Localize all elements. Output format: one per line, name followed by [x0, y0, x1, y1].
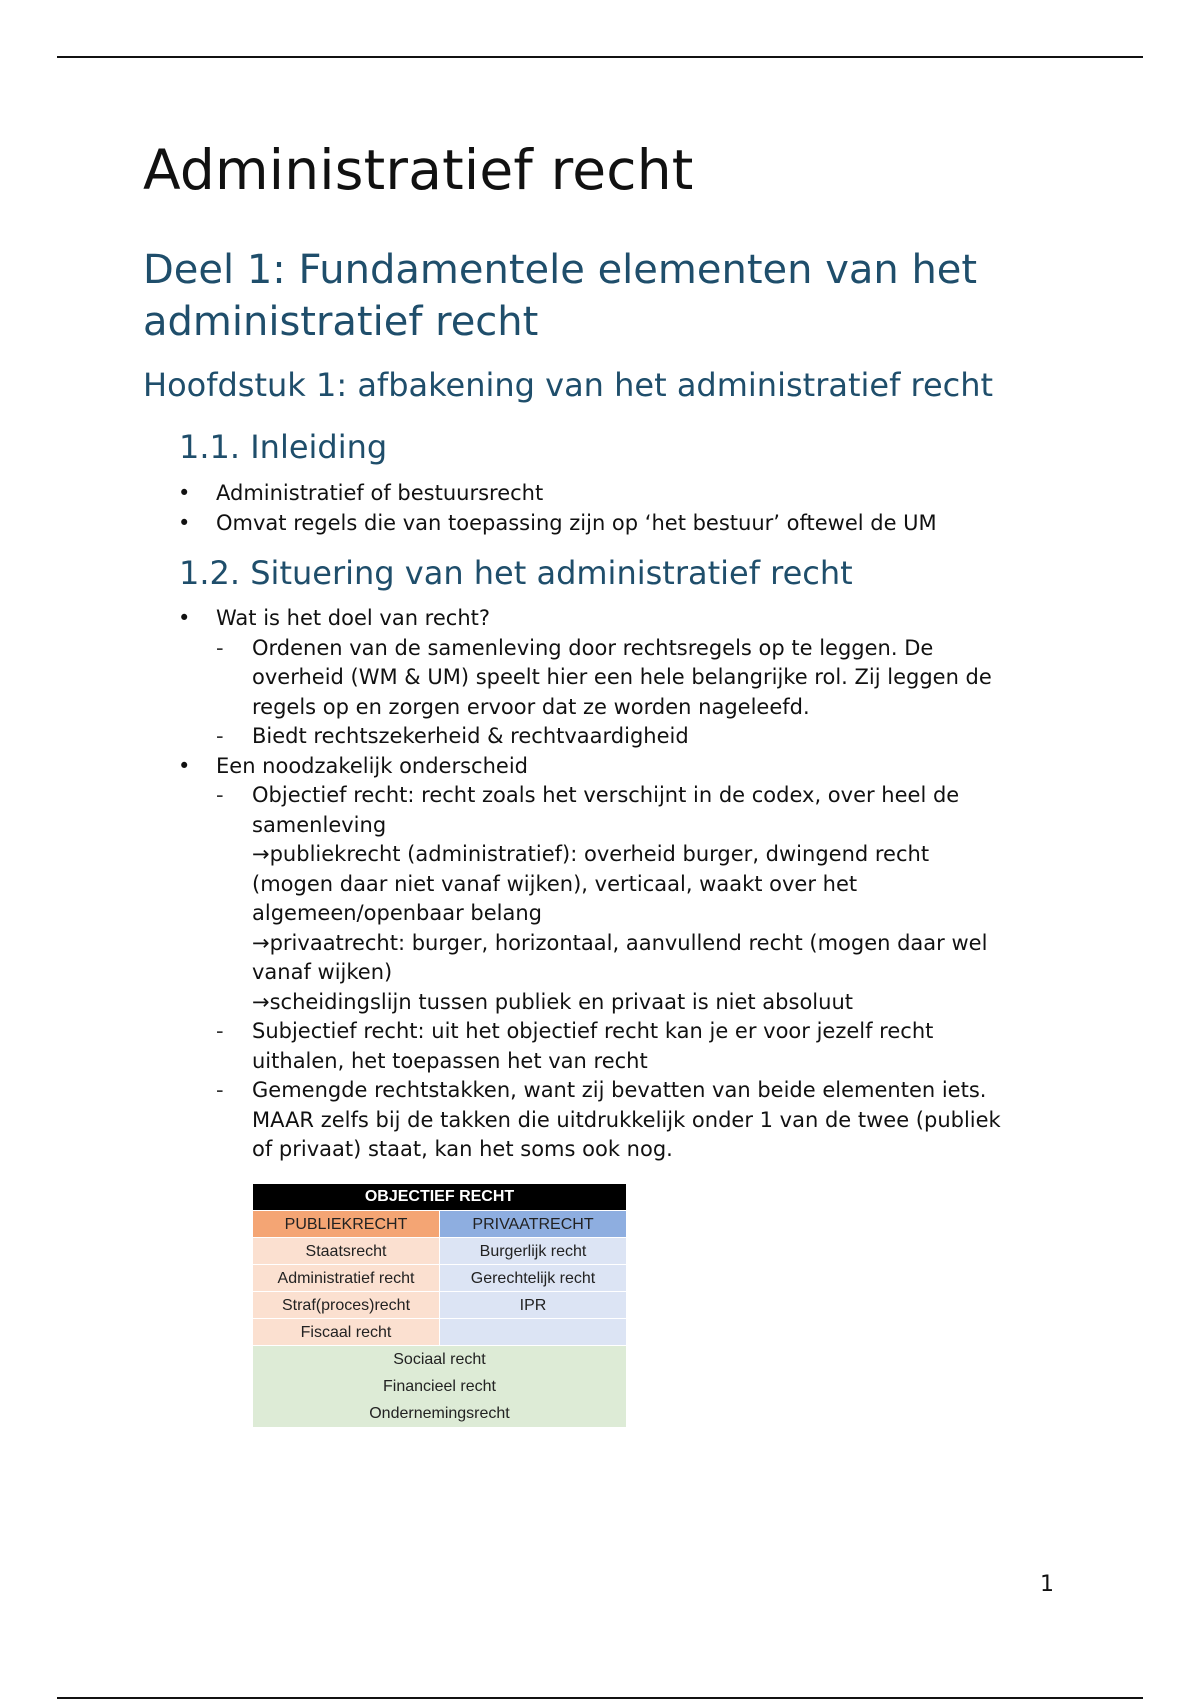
table-row [253, 1346, 626, 1373]
table-cell: IPR [439, 1292, 626, 1319]
column-header-public: PUBLIEKRECHT [253, 1211, 439, 1238]
table-cell: Gerechtelijk recht [439, 1265, 626, 1292]
bullet-icon: • [178, 606, 191, 630]
table-cell: Straf(proces)recht [253, 1292, 439, 1319]
sub-list [216, 634, 1076, 752]
table-cell [439, 1319, 626, 1346]
column-header-private: PRIVAATRECHT [439, 1211, 626, 1238]
list-item: • Wat is het doel van recht? - Ordenen van de samenleving door rechtsregels op te leggen. De overheid (WM & UM) speelt hier een hele belangrijke rol. Zij leggen de regels op en zorgen ervoor dat ze worden nageleefd. - Biedt rechtszekerheid & rechtvaardigheid [0, 604, 1076, 752]
table-cell-common: Sociaal recht [253, 1346, 626, 1373]
dash-icon: - [216, 783, 224, 807]
top-rule [57, 56, 1143, 58]
section-heading-inleiding: 1.1. Inleiding [179, 428, 388, 466]
objectief-recht-table [253, 1184, 626, 1427]
table-row [253, 1319, 626, 1346]
dash-icon: - [216, 1078, 224, 1102]
table-cell: Fiscaal recht [253, 1319, 439, 1346]
bullet-icon: • [178, 481, 191, 505]
table-cell-common: Financieel recht [253, 1373, 626, 1400]
table-row [253, 1238, 626, 1265]
table-cell: Staatsrecht [253, 1238, 439, 1265]
inleiding-bullet-list [0, 479, 1076, 538]
dash-icon: - [216, 1019, 224, 1043]
part-heading: Deel 1: Fundamentele elementen van het administratief recht [143, 247, 978, 345]
chapter-heading: Hoofdstuk 1: afbakening van het administratief recht [143, 366, 994, 404]
table-cell-common: Ondernemingsrecht [253, 1400, 626, 1427]
list-item: • Administratief of bestuursrecht [0, 479, 1076, 509]
sub-list-item: - Biedt rechtszekerheid & rechtvaardigheid [252, 722, 1052, 752]
list-item: • Een noodzakelijk onderscheid - Objectief recht: recht zoals het verschijnt in de codex, over heel de samenleving →publiekrecht (administratief): overheid burger, dwingend recht (mogen daar niet vanaf wijken), verticaal, waakt over het algemeen/openbaar belang →privaatrecht: burger, horizontaal, aanvullend recht (mogen daar wel vanaf wijken) →scheidingslijn tussen publiek en privaat is niet absoluut - Subjectief recht: uit het objectief recht kan je er voor jezelf recht uithalen, het toepassen het van recht - Gemengde rechtstakken, want zij bevatten van beide elementen iets. MAAR zelfs bij de takken die uitdrukkelijk onder 1 van de twee (publiek of privaat) staat, kan het soms ook nog. [0, 752, 1076, 1165]
sub-list-item: - Subjectief recht: uit het objectief recht kan je er voor jezelf recht uithalen, het toepassen het van recht [216, 1019, 934, 1073]
dash-icon: - [216, 724, 224, 748]
bullet-icon: • [178, 753, 191, 778]
table-row [253, 1292, 626, 1319]
table-cell: Burgerlijk recht [439, 1238, 626, 1265]
section-heading-situering: 1.2. Situering van het administratief recht [179, 554, 853, 592]
sub-list-item: - Gemengde rechtstakken, want zij bevatten van beide elementen iets. MAAR zelfs bij de takken die uitdrukkelijk onder 1 van de twee (publiek of privaat) staat, kan het soms ook nog. [216, 1078, 1001, 1161]
document-title: Administratief recht [143, 138, 694, 202]
situering-bullet-list [0, 604, 1076, 1165]
table-header: OBJECTIEF RECHT [253, 1184, 626, 1211]
sub-list [216, 781, 1076, 1165]
dash-icon: - [216, 635, 224, 660]
bullet-icon: • [178, 510, 191, 535]
sub-list-item: - Ordenen van de samenleving door rechtsregels op te leggen. De overheid (WM & UM) speelt hier een hele belangrijke rol. Zij leggen de regels op en zorgen ervoor dat ze worden nageleefd. [216, 635, 992, 719]
table-row [253, 1265, 626, 1292]
list-item: • Omvat regels die van toepassing zijn op ‘het bestuur’ oftewel de UM [0, 509, 1076, 539]
bottom-rule [57, 1697, 1143, 1699]
table-row [253, 1400, 626, 1427]
table-cell: Administratief recht [253, 1265, 439, 1292]
page-number: 1 [1040, 1572, 1054, 1597]
sub-list-item: - Objectief recht: recht zoals het verschijnt in de codex, over heel de samenleving →publiekrecht (administratief): overheid burger, dwingend recht (mogen daar niet vanaf wijken), verticaal, waakt over het algemeen/openbaar belang →privaatrecht: burger, horizontaal, aanvullend recht (mogen daar wel vanaf wijken) →scheidingslijn tussen publiek en privaat is niet absoluut [216, 783, 988, 1014]
table-row [253, 1373, 626, 1400]
